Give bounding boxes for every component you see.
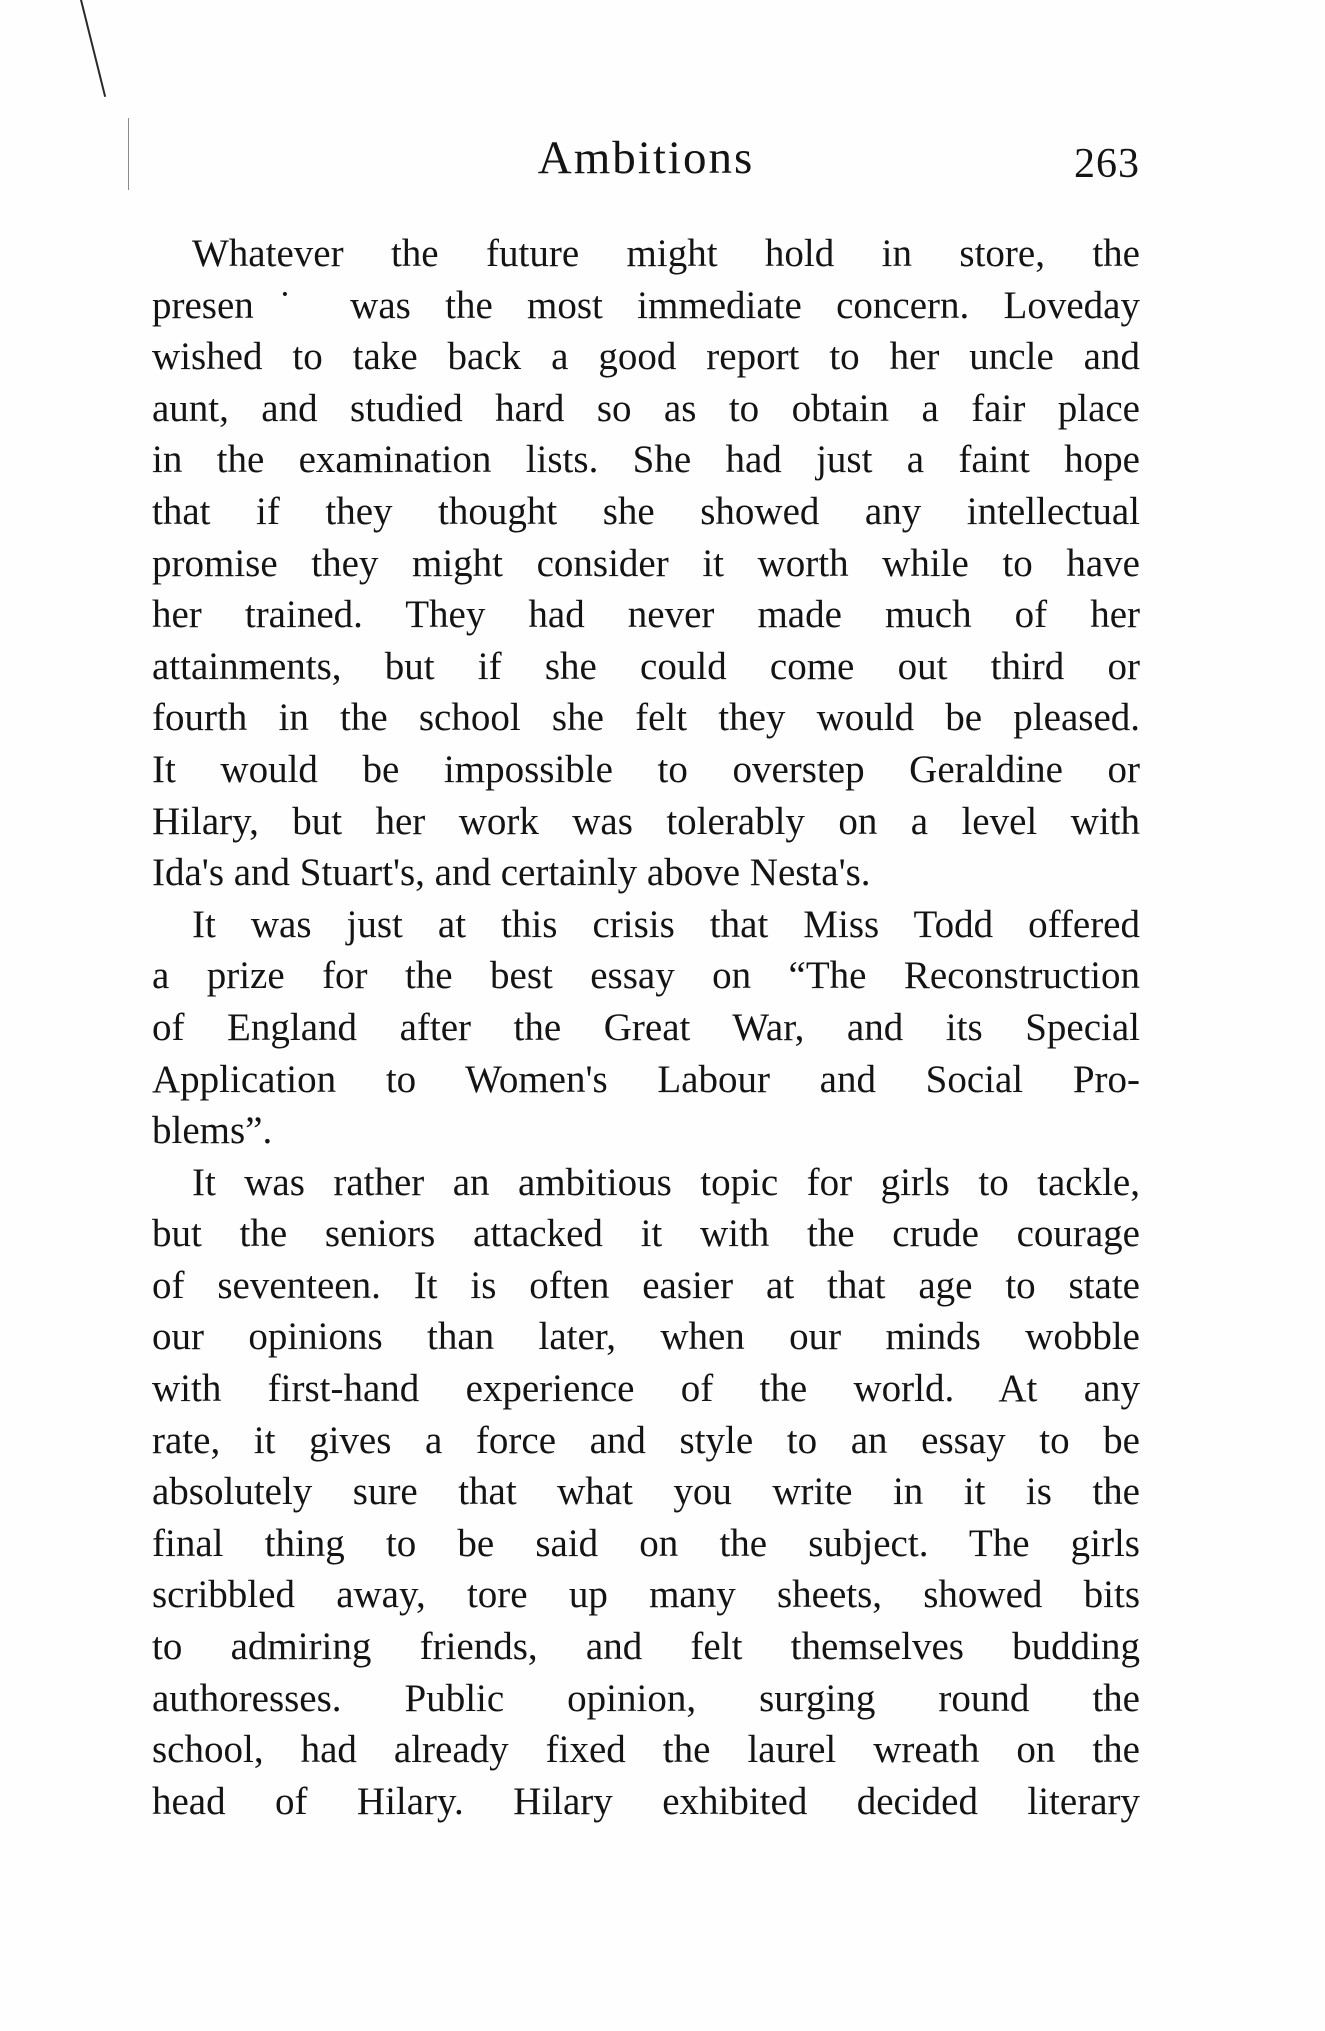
text-line: but the seniors attacked it with the crude courage	[152, 1212, 1140, 1256]
text-line: Whatever the future might hold in store, the	[192, 232, 1140, 275]
text-line: of England after the Great War, and its Special	[152, 1005, 1140, 1049]
text-line: Hilary, but her work was tolerably on a level with	[152, 799, 1140, 843]
text-line: It was just at this crisis that Miss Todd offered	[192, 902, 1140, 946]
text-line: presen˙ was the most immediate concern. Loveday	[152, 283, 1140, 327]
text-line: It would be impossible to overstep Geraldine or	[152, 747, 1140, 791]
text-line: wished to take back a good report to her uncle and	[152, 335, 1140, 379]
text-line: her trained. They had never made much of her	[152, 593, 1140, 637]
text-line: of seventeen. It is often easier at that age to state	[152, 1263, 1140, 1307]
text-line: aunt, and studied hard so as to obtain a fair place	[152, 386, 1140, 430]
text-line: absolutely sure that what you write in it is the	[152, 1470, 1140, 1514]
text-line: promise they might consider it worth while to have	[152, 541, 1140, 585]
text-line: to admiring friends, and felt themselves budding	[152, 1625, 1140, 1669]
text-line: Ida's and Stuart's, and certainly above Nesta's.	[152, 851, 871, 895]
text-line: attainments, but if she could come out third or	[152, 644, 1140, 688]
chapter-title: Ambitions	[537, 132, 755, 184]
text-line: that if they thought she showed any intellectual	[152, 489, 1140, 533]
text-line: It was rather an ambitious topic for girls to tackle,	[192, 1160, 1140, 1204]
page-number: 263	[1074, 141, 1140, 187]
running-head	[152, 128, 1140, 188]
text-line: Application to Women's Labour and Social Pro-	[152, 1057, 1140, 1101]
body-text	[152, 228, 1140, 1827]
text-line: a prize for the best essay on “The Reconstruction	[152, 954, 1140, 998]
text-line: authoresses. Public opinion, surging round the	[152, 1676, 1140, 1720]
text-line: our opinions than later, when our minds wobble	[152, 1315, 1140, 1359]
scan-artifact-line	[128, 118, 129, 190]
text-line: with first-hand experience of the world. At any	[152, 1367, 1140, 1411]
text-line: in the examination lists. She had just a faint hope	[152, 438, 1140, 482]
scan-artifact-line	[80, 0, 106, 97]
text-line: school, had already fixed the laurel wreath on the	[152, 1728, 1140, 1772]
text-line: final thing to be said on the subject. The girls	[152, 1521, 1140, 1565]
text-line: head of Hilary. Hilary exhibited decided literary	[152, 1779, 1140, 1823]
text-line: fourth in the school she felt they would be pleased.	[152, 696, 1140, 740]
text-line: rate, it gives a force and style to an essay to be	[152, 1418, 1140, 1462]
text-line: scribbled away, tore up many sheets, showed bits	[152, 1573, 1140, 1617]
text-line: blems”.	[152, 1109, 273, 1153]
